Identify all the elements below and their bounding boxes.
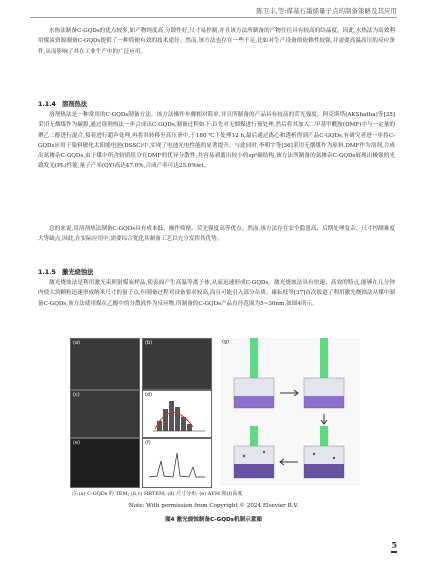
panel-label-d: (d)	[145, 392, 153, 398]
laser-ablation-schematic	[220, 338, 360, 486]
heading-text: 溶剂热法	[61, 101, 88, 108]
heading-number: 1.1.4	[38, 101, 56, 108]
histogram-graphic	[143, 391, 211, 437]
heading-number: 1.1.5	[38, 269, 56, 276]
heading-text: 激光烧蚀法	[61, 269, 94, 276]
page-number: 5	[391, 540, 397, 553]
height-profile-graphic	[143, 439, 211, 487]
laser-beakers-graphic	[220, 338, 360, 486]
panel-label-e: (e)	[73, 440, 80, 446]
header-rule	[30, 17, 397, 18]
figure-subcaption: 注:(a) C-GQDs 的 TEM; (b,c) HRTEM; (d) 尺寸分布; (e) AFM 和(f)高度	[72, 491, 243, 497]
hrtem-image-c	[70, 390, 140, 438]
panel-label-f: (f)	[145, 440, 151, 446]
afm-image-e	[70, 438, 140, 488]
size-distribution-plot-d	[142, 390, 212, 438]
section-heading	[38, 99, 87, 108]
panel-label-a: (a)	[73, 340, 80, 346]
panel-label-g: (g)	[222, 339, 230, 345]
figure-copyright-note: Note: With permission from Copyright © 2024 Elsevier B.V.	[128, 503, 299, 509]
tem-image-a	[70, 338, 140, 390]
paragraph: 溶剂热法是一种常用的C-GQDs制备方法。该方法操作步骤相对简单,并且所制备的产品具有较高的荧光强度。阿克斯塔(AKShatha)等[35]采用无烟煤作为碳源,通过溶剂热法一步合成出C-GQDs,制备过程如下:首先对无烟煤进行预处理,然后将其加入二甲基甲酰胺(DMF)中与一定量的聚乙二醇进行混合,接着进行超声处理,再将其转移至高压釜中,于180 ℃下处理12 h,最后通过离心和透析得到产品C-GQDs,有研究者进一步将C-GQDs应用于染料敏化太阳能电池(DSSC)中,实现了电池光电性能的显著提升。与此同时,李明宇等[36]采用无烟煤作为原料,DMF作为溶剂,合成出氮掺杂C-GQDs,由于煤中所含较质组分在DMF的优异分散性,并容易剥离出较小的sp²碳结构,该方法所制备的氮掺杂C-GQDs展现出极强的光致发光(PL)性能,量子产率(QY)高达47.0%,合成产率可达25.6%wt。	[38, 112, 395, 170]
panel-label-c: (c)	[73, 392, 80, 398]
hrtem-image-b	[142, 338, 212, 390]
paragraph: 水热法制备C-GQDs的优点较多,如产物纯度高,分散性好,尺寸易控制,并且该方法所制备的产物往往具有较高的结晶度。因此,水热法为高效利用煤炭资源制备C-GQDs提供了一种简便有效的技术途径。然而,该方法也存在一些不足,比如对生产设备的依赖性较强,并需要高温高压的反应条件,从而影响了其在工业生产中的广泛应用。	[38, 28, 395, 55]
page-header	[0, 0, 427, 22]
section-heading	[38, 267, 93, 276]
paragraph: 激光烧蚀法是利用激光束照射煤炭样品,使表面产生高温等离子体,从而迅速形成C-GQDs。激光烧蚀法具有快速、高效的特点,能够在几分钟内使大块颗粒迅速形成纳米尺寸的量子点,但制备过程对设备要求较高,而且可能引入部分杂质。康耘枝等[37]首次报道了利用激光烧蚀法从煤中制备C-GQDs,该方法使用煤在乙醇中的分散液作为反应物,所制备的C-GQDs产品直径范围为5~30nm,如图4所示。	[38, 280, 395, 307]
paragraph: 总的来说,用溶剂热法制备C-GQDs具有成本低、操作简便、荧光强度高等优点。然而,该方法存在安全隐患高、后期处理复杂、尺寸控制难度大等缺点,因此,在实际应用中,需要综合优化其制备工艺以充分发挥其优势。	[38, 226, 395, 243]
panel-label-b: (b)	[145, 340, 153, 346]
figure-title: 图4 激光烧蚀制备C-GQDs机制示意图	[165, 517, 262, 523]
height-profile-f	[142, 438, 212, 488]
running-title: 陈卫丰,等:煤基石墨烯量子点的制备策略及其应用	[256, 7, 397, 15]
figure-4	[70, 338, 360, 488]
